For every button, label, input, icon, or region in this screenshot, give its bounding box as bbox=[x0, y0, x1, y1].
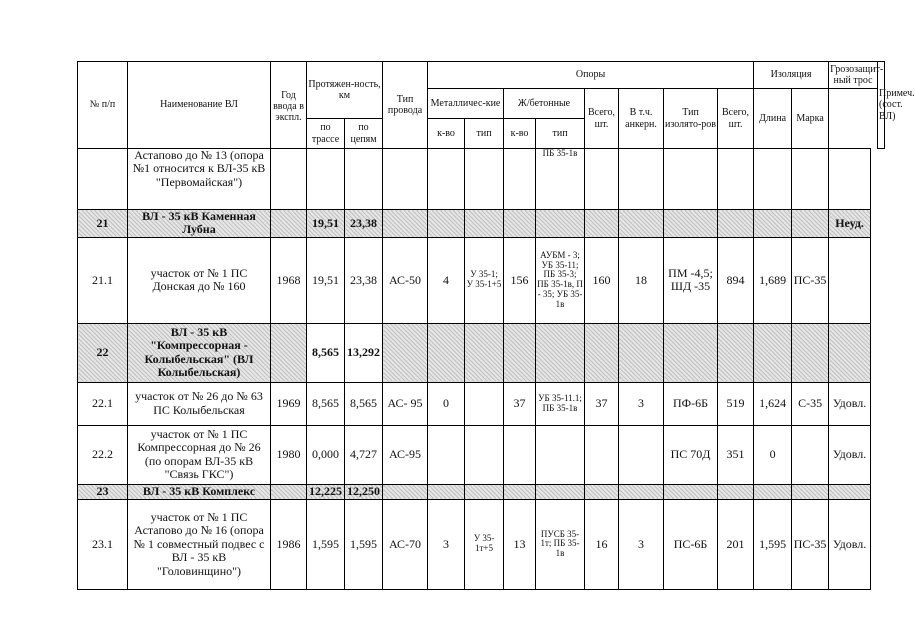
cell-metal-type bbox=[465, 382, 504, 425]
cell-anchor bbox=[619, 425, 664, 484]
cell-concrete-type bbox=[536, 210, 585, 238]
cell-concrete-type bbox=[536, 425, 585, 484]
cell-note: Удовл. bbox=[829, 425, 871, 484]
cell-name: Астапово до № 13 (опора №1 относится к ВЛ-35 кВ "Первомайская") bbox=[128, 149, 271, 210]
header-ground-length: Длина bbox=[754, 89, 792, 149]
cell-ground-length: 0 bbox=[754, 425, 792, 484]
cell-metal-type bbox=[465, 484, 504, 499]
header-concrete-qty: к-во bbox=[504, 119, 536, 149]
cell-insulator-type bbox=[664, 210, 718, 238]
cell-concrete-qty: 156 bbox=[504, 237, 536, 323]
header-concrete: Ж/бетонные bbox=[504, 89, 585, 119]
cell-insulator-type: ПФ-6Б bbox=[664, 382, 718, 425]
cell-len-route: 19,51 bbox=[307, 237, 345, 323]
cell-ground-mark bbox=[792, 210, 829, 238]
cell-supports-total bbox=[585, 425, 619, 484]
cell-insulator-type bbox=[664, 323, 718, 382]
header-wire: Тип провода bbox=[383, 62, 428, 149]
cell-year: 1986 bbox=[271, 499, 307, 589]
cell-concrete-type bbox=[536, 323, 585, 382]
cell-year: 1968 bbox=[271, 237, 307, 323]
cell-concrete-qty bbox=[504, 210, 536, 238]
cell-concrete-qty: 13 bbox=[504, 499, 536, 589]
cell-year bbox=[271, 149, 307, 210]
cell-concrete-type: УБ 35-11.1; ПБ 35-1в bbox=[536, 382, 585, 425]
header-insulator-total: Всего, шт. bbox=[718, 89, 754, 149]
cell-ground-length: 1,624 bbox=[754, 382, 792, 425]
cell-insulator-total bbox=[718, 210, 754, 238]
header-metal: Металличес-кие bbox=[428, 89, 504, 119]
cell-anchor bbox=[619, 210, 664, 238]
cell-ground-length bbox=[754, 323, 792, 382]
cell-concrete-qty bbox=[504, 323, 536, 382]
cell-wire bbox=[383, 323, 428, 382]
header-length-chain: по цепям bbox=[345, 119, 383, 149]
cell-supports-total bbox=[585, 210, 619, 238]
header-num: № п/п bbox=[78, 62, 128, 149]
header-note: Примеч. (сост. ВЛ) bbox=[878, 62, 885, 149]
cell-num: 23 bbox=[78, 484, 128, 499]
cell-wire bbox=[383, 149, 428, 210]
cell-insulator-total: 351 bbox=[718, 425, 754, 484]
header-metal-type: тип bbox=[465, 119, 504, 149]
cell-num: 22 bbox=[78, 323, 128, 382]
cell-anchor: 3 bbox=[619, 499, 664, 589]
cell-concrete-qty bbox=[504, 484, 536, 499]
cell-concrete-qty bbox=[504, 425, 536, 484]
header-ground-mark: Марка bbox=[792, 89, 829, 149]
cell-note bbox=[829, 484, 871, 499]
cell-insulator-total bbox=[718, 323, 754, 382]
table-row bbox=[78, 499, 885, 589]
table-row-section bbox=[78, 210, 885, 238]
cell-supports-total bbox=[585, 149, 619, 210]
cell-wire: АС-50 bbox=[383, 237, 428, 323]
cell-len-chain: 23,38 bbox=[345, 210, 383, 238]
cell-note: Неуд. bbox=[829, 210, 871, 238]
cell-metal-type bbox=[465, 323, 504, 382]
cell-anchor bbox=[619, 323, 664, 382]
cell-year: 1969 bbox=[271, 382, 307, 425]
cell-ground-mark: ПС-35 bbox=[792, 499, 829, 589]
cell-metal-type bbox=[465, 210, 504, 238]
cell-year: 1980 bbox=[271, 425, 307, 484]
cell-len-route bbox=[307, 149, 345, 210]
cell-concrete-type: ПУСБ 35-1т; ПБ 35-1в bbox=[536, 499, 585, 589]
cell-metal-qty: 4 bbox=[428, 237, 465, 323]
cell-supports-total: 37 bbox=[585, 382, 619, 425]
table-row-section bbox=[78, 323, 885, 382]
cell-num: 21.1 bbox=[78, 237, 128, 323]
cell-note bbox=[829, 323, 871, 382]
header-length: Протяжен-ность, км bbox=[307, 62, 383, 119]
cell-wire bbox=[383, 484, 428, 499]
cell-metal-qty: 3 bbox=[428, 499, 465, 589]
cell-supports-total: 160 bbox=[585, 237, 619, 323]
cell-metal-qty bbox=[428, 210, 465, 238]
cell-len-route: 8,565 bbox=[307, 323, 345, 382]
cell-concrete-type bbox=[536, 484, 585, 499]
table-row bbox=[78, 425, 885, 484]
cell-num: 23.1 bbox=[78, 499, 128, 589]
cell-ground-length: 1,689 bbox=[754, 237, 792, 323]
header-supports-total: Всего, шт. bbox=[585, 89, 619, 149]
header-ground-wire: Грозозащит-ный трос bbox=[829, 62, 878, 89]
cell-ground-length bbox=[754, 210, 792, 238]
cell-supports-total: 16 bbox=[585, 499, 619, 589]
cell-wire: АС-95 bbox=[383, 425, 428, 484]
cell-name: ВЛ - 35 кВ Каменная Лубна bbox=[128, 210, 271, 238]
cell-ground-length: 1,595 bbox=[754, 499, 792, 589]
cell-concrete-type: АУБМ - 3; УБ 35-11; ПБ 35-3; ПБ 35-1в, П - 35; УБ 35-1в bbox=[536, 237, 585, 323]
cell-insulator-type: ПС 70Д bbox=[664, 425, 718, 484]
cell-insulator-type: ПМ -4,5; ШД -35 bbox=[664, 237, 718, 323]
cell-name: участок от № 26 до № 63 ПС Колыбельская bbox=[128, 382, 271, 425]
cell-ground-mark: С-35 bbox=[792, 382, 829, 425]
cell-len-route: 0,000 bbox=[307, 425, 345, 484]
cell-wire bbox=[383, 210, 428, 238]
cell-supports-total bbox=[585, 484, 619, 499]
header-insulator-type: Тип изолято-ров bbox=[664, 89, 718, 149]
cell-len-chain: 23,38 bbox=[345, 237, 383, 323]
cell-ground-length bbox=[754, 149, 792, 210]
cell-note bbox=[829, 149, 871, 210]
cell-len-route: 1,595 bbox=[307, 499, 345, 589]
cell-len-chain bbox=[345, 149, 383, 210]
cell-concrete-type: ПБ 35-1в bbox=[536, 149, 585, 210]
cell-insulator-total: 519 bbox=[718, 382, 754, 425]
header-anchor: В т.ч. анкерн. bbox=[619, 89, 664, 149]
cell-insulator-type bbox=[664, 149, 718, 210]
cell-insulator-total: 894 bbox=[718, 237, 754, 323]
cell-metal-type: У 35-1т+5 bbox=[465, 499, 504, 589]
header-metal-qty: к-во bbox=[428, 119, 465, 149]
power-lines-table bbox=[77, 61, 915, 590]
cell-metal-type bbox=[465, 149, 504, 210]
cell-metal-qty bbox=[428, 149, 465, 210]
table-row bbox=[78, 149, 885, 210]
cell-supports-total bbox=[585, 323, 619, 382]
cell-concrete-qty bbox=[504, 149, 536, 210]
cell-name: участок от № 1 ПС Астапово до № 16 (опора № 1 совместный подвес с ВЛ - 35 кВ "Головинщино") bbox=[128, 499, 271, 589]
cell-len-route: 12,225 bbox=[307, 484, 345, 499]
cell-note: Удовл. bbox=[829, 382, 871, 425]
cell-metal-qty: 0 bbox=[428, 382, 465, 425]
cell-year bbox=[271, 484, 307, 499]
cell-metal-type: У 35-1; У 35-1+5 bbox=[465, 237, 504, 323]
cell-ground-mark bbox=[792, 425, 829, 484]
cell-len-chain: 13,292 bbox=[345, 323, 383, 382]
header-concrete-type: тип bbox=[536, 119, 585, 149]
cell-wire: АС-70 bbox=[383, 499, 428, 589]
cell-ground-mark: ПС-35 bbox=[792, 237, 829, 323]
cell-len-chain: 8,565 bbox=[345, 382, 383, 425]
cell-len-chain: 12,250 bbox=[345, 484, 383, 499]
cell-year bbox=[271, 210, 307, 238]
cell-insulator-total bbox=[718, 149, 754, 210]
cell-name: участок от № 1 ПС Компрессорная до № 26 (по опорам ВЛ-35 кВ "Связь ГКС") bbox=[128, 425, 271, 484]
cell-ground-mark bbox=[792, 323, 829, 382]
cell-note: Удовл. bbox=[829, 499, 871, 589]
cell-insulator-type bbox=[664, 484, 718, 499]
cell-insulator-total: 201 bbox=[718, 499, 754, 589]
cell-len-chain: 1,595 bbox=[345, 499, 383, 589]
cell-wire: АС- 95 bbox=[383, 382, 428, 425]
cell-num: 22.1 bbox=[78, 382, 128, 425]
table-row bbox=[78, 237, 885, 323]
cell-metal-qty bbox=[428, 425, 465, 484]
header-length-route: по трассе bbox=[307, 119, 345, 149]
header-year: Год ввода в экспл. bbox=[271, 62, 307, 149]
cell-anchor bbox=[619, 149, 664, 210]
cell-name: ВЛ - 35 кВ "Компрессорная - Колыбельская" (ВЛ Колыбельская) bbox=[128, 323, 271, 382]
cell-ground-mark bbox=[792, 484, 829, 499]
cell-note bbox=[829, 237, 871, 323]
table-row-section bbox=[78, 484, 885, 499]
cell-concrete-qty: 37 bbox=[504, 382, 536, 425]
cell-num bbox=[78, 149, 128, 210]
cell-anchor: 3 bbox=[619, 382, 664, 425]
cell-len-route: 8,565 bbox=[307, 382, 345, 425]
cell-metal-qty bbox=[428, 323, 465, 382]
cell-insulator-total bbox=[718, 484, 754, 499]
cell-metal-qty bbox=[428, 484, 465, 499]
cell-metal-type bbox=[465, 425, 504, 484]
cell-name: ВЛ - 35 кВ Комплекс bbox=[128, 484, 271, 499]
cell-anchor: 18 bbox=[619, 237, 664, 323]
cell-year bbox=[271, 323, 307, 382]
cell-ground-mark bbox=[792, 149, 829, 210]
header-supports: Опоры bbox=[428, 62, 754, 89]
cell-insulator-type: ПС-6Б bbox=[664, 499, 718, 589]
cell-name: участок от № 1 ПС Донская до № 160 bbox=[128, 237, 271, 323]
cell-len-chain: 4,727 bbox=[345, 425, 383, 484]
cell-num: 22.2 bbox=[78, 425, 128, 484]
header-name: Наименование ВЛ bbox=[128, 62, 271, 149]
cell-len-route: 19,51 bbox=[307, 210, 345, 238]
cell-anchor bbox=[619, 484, 664, 499]
table-row bbox=[78, 382, 885, 425]
header-insulation: Изоляция bbox=[754, 62, 829, 89]
cell-num: 21 bbox=[78, 210, 128, 238]
document-page bbox=[77, 61, 915, 590]
cell-ground-length bbox=[754, 484, 792, 499]
